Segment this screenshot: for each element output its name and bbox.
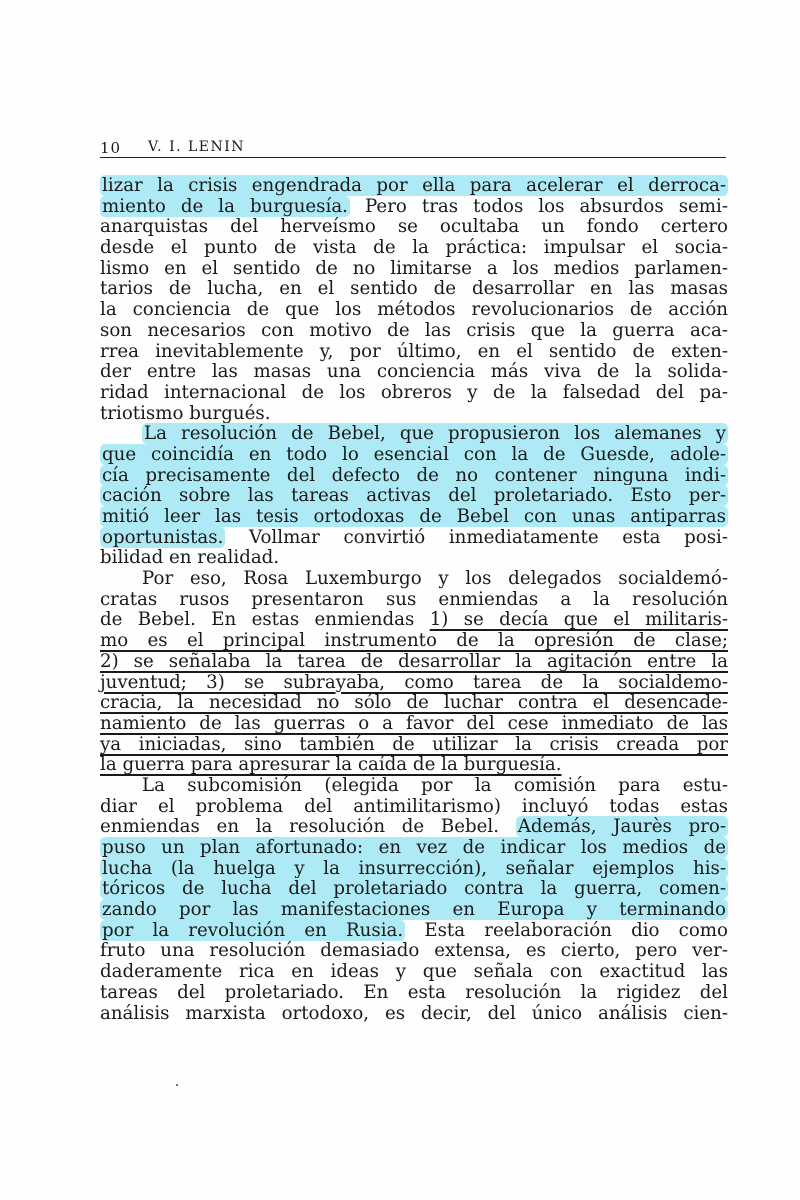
- text-segment: triotismo burgués.: [100, 402, 271, 424]
- text-segment: de Bebel. En estas enmiendas: [100, 609, 430, 631]
- text-segment: son necesarios con motivo de las crisis que la guerra aca-: [100, 319, 728, 341]
- text-segment: cratas rusos presentaron sus enmiendas a la resolución: [100, 588, 728, 610]
- underlined-text: ya iniciadas, sino también de utilizar la crisis creada por: [100, 733, 728, 755]
- text-line: [100, 486, 728, 507]
- text-line: [100, 900, 728, 921]
- text-line: [100, 383, 728, 404]
- text-segment: lismo en el sentido de no limitarse a los medios parlamen-: [100, 257, 728, 279]
- text-segment: bilidad en realidad.: [100, 547, 280, 569]
- underlined-text: juventud; 3) se subrayaba, como tarea de la socialdemo-: [100, 671, 728, 693]
- text-segment: fruto una resolución demasiado extensa, es cierto, pero ver-: [100, 940, 728, 962]
- text-segment: diar el problema del antimilitarismo) incluyó todas estas: [100, 795, 728, 817]
- text-line: [100, 590, 728, 611]
- text-line: [100, 879, 728, 900]
- page-number: 10: [100, 139, 122, 157]
- underlined-text: 2) se señalaba la tarea de desarrollar la agitación entre la: [100, 650, 728, 672]
- text-line: [100, 238, 728, 259]
- text-segment: La subcomisión (elegida por la comisión para estu-: [142, 774, 728, 796]
- highlighted-text: zando por las manifestaciones en Europa y terminando: [102, 899, 726, 921]
- text-line: [100, 797, 728, 818]
- text-line: [100, 735, 728, 756]
- text-segment: Vollmar convirtió inmediatamente esta posi-: [225, 526, 728, 548]
- text-line: [100, 1004, 728, 1025]
- text-line: [100, 259, 728, 280]
- running-head-author: V. I. LENIN: [148, 139, 246, 155]
- text-segment: Por eso, Rosa Luxemburgo y los delegados socialdemó-: [142, 568, 728, 590]
- text-line: [100, 755, 728, 776]
- highlighted-text: Además, Jaurès pro-: [517, 816, 726, 838]
- text-segment: Esta reelaboración dio como: [405, 919, 728, 941]
- highlighted-text: lizar la crisis engendrada por ella para acelerar el derroca-: [102, 175, 726, 196]
- text-line: [100, 217, 728, 238]
- underlined-text: namiento de las guerras o a favor del cese inmediato de las: [100, 712, 728, 734]
- underlined-text: 1) se decía que el militaris-: [429, 609, 728, 631]
- highlighted-text: cación sobre las tareas activas del proletariado. Esto per-: [102, 485, 726, 507]
- text-line: [100, 548, 728, 569]
- highlighted-text: que coincidía en todo lo esencial con la de Guesde, adole-: [102, 443, 726, 465]
- text-line: [100, 714, 728, 735]
- text-line: [100, 776, 728, 797]
- text-line: [100, 507, 728, 528]
- highlighted-text: oportunistas.: [102, 526, 224, 548]
- text-line: [100, 817, 728, 838]
- text-line: [100, 962, 728, 983]
- highlighted-text: mitió leer las tesis ortodoxas de Bebel con unas antiparras: [102, 506, 726, 527]
- text-line: [100, 838, 728, 859]
- text-line: [100, 983, 728, 1004]
- highlighted-text: tóricos de lucha del proletariado contra la guerra, comen-: [102, 878, 726, 900]
- text-line: [100, 176, 728, 197]
- text-line: [100, 921, 728, 942]
- text-segment: ridad internacional de los obreros y de la falsedad del pa-: [100, 381, 728, 403]
- highlighted-text: lucha (la huelga y la insurrección), señalar ejemplos his-: [102, 857, 726, 879]
- text-line: [100, 673, 728, 694]
- underlined-text: cracia, la necesidad no sólo de luchar contra el desencade-: [100, 692, 728, 714]
- highlighted-text: por la revolución en Rusia.: [102, 919, 404, 941]
- highlighted-text: La resolución de Bebel, que propusieron los alemanes y: [144, 423, 726, 445]
- text-line: [100, 466, 728, 487]
- text-line: [100, 569, 728, 590]
- text-segment: la conciencia de que los métodos revolucionarios de acción: [100, 299, 728, 321]
- text-segment: anarquistas del herveísmo se ocultaba un fondo certero: [100, 216, 728, 238]
- text-line: [100, 652, 728, 673]
- text-segment: daderamente rica en ideas y que señala con exactitud las: [100, 961, 728, 983]
- text-line: [100, 693, 728, 714]
- text-segment: der entre las masas una conciencia más viva de la solida-: [100, 361, 728, 383]
- underlined-text: mo es el principal instrumento de la opresión de clase;: [100, 630, 728, 652]
- text-line: [100, 300, 728, 321]
- text-line: [100, 631, 728, 652]
- text-segment: tareas del proletariado. En esta resolución la rigidez del: [100, 981, 728, 1003]
- text-line: [100, 610, 728, 631]
- text-line: [100, 197, 728, 218]
- text-line: [100, 342, 728, 363]
- highlighted-text: puso un plan afortunado: en vez de indicar los medios de: [102, 837, 726, 858]
- text-line: [100, 362, 728, 383]
- ink-speck: [176, 1084, 178, 1086]
- body-text: [100, 176, 728, 1024]
- text-line: [100, 528, 728, 549]
- text-segment: Pero tras todos los absurdos semi-: [349, 195, 729, 217]
- highlighted-text: miento de la burguesía.: [102, 195, 348, 217]
- text-segment: análisis marxista ortodoxo, es decir, del único análisis cien-: [100, 1002, 728, 1024]
- text-segment: desde el punto de vista de la práctica: impulsar el socia-: [100, 237, 728, 259]
- text-line: [100, 445, 728, 466]
- text-line: [100, 859, 728, 880]
- text-segment: tarios de lucha, en el sentido de desarrollar en las masas: [100, 278, 728, 300]
- text-line: [100, 941, 728, 962]
- text-line: [100, 279, 728, 300]
- underlined-text: la guerra para apresurar la caída de la burguesía.: [100, 754, 562, 776]
- text-segment: rrea inevitablemente y, por último, en el sentido de exten-: [100, 340, 728, 362]
- highlighted-text: cía precisamente del defecto de no contener ninguna indi-: [102, 464, 726, 486]
- text-line: [100, 424, 728, 445]
- text-line: [100, 321, 728, 342]
- text-segment: enmiendas en la resolución de Bebel.: [100, 816, 516, 838]
- text-line: [100, 404, 728, 425]
- header-rule: [100, 157, 726, 158]
